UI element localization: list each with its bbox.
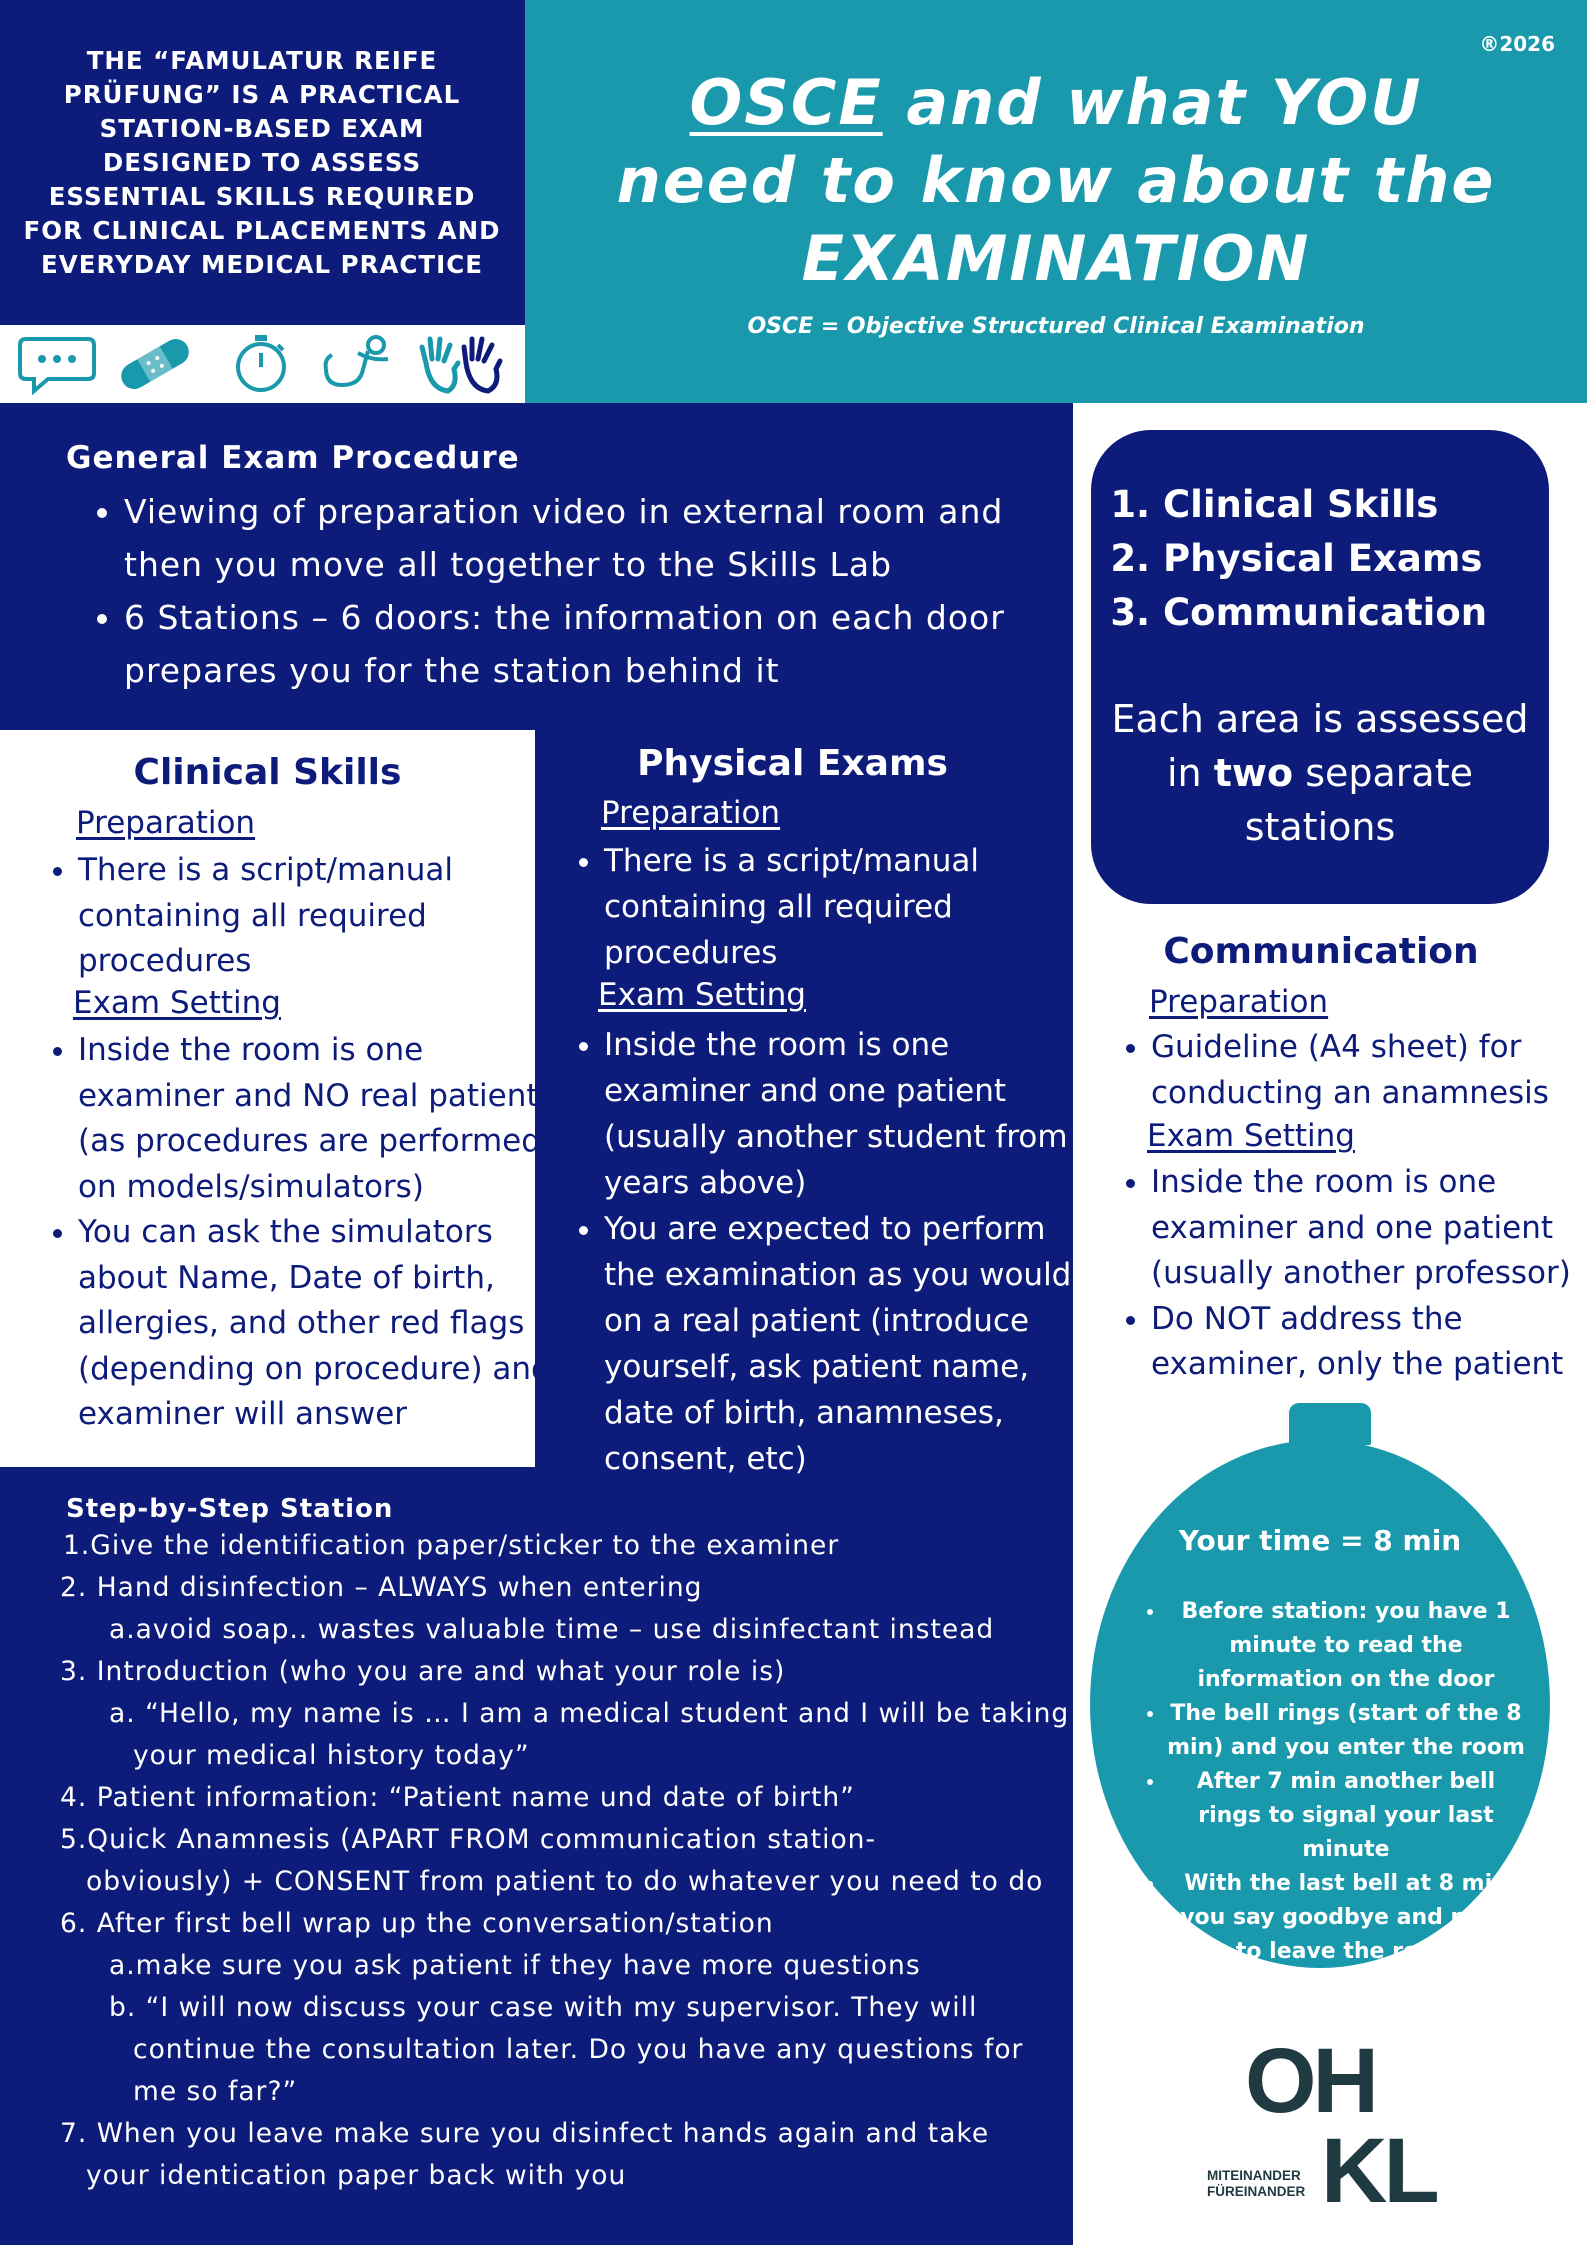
list-item: • With the last bell at 8 min you say goodbye and need to leave the room: [1166, 1867, 1526, 1969]
subtitle: OSCE = Objective Structured Clinical Examination: [747, 314, 1365, 339]
list-item: • Before station: you have 1 minute to read the information on the door: [1166, 1595, 1526, 1697]
logo-letters-top: OH: [1245, 2030, 1375, 2132]
title-part1: and what YOU: [882, 66, 1423, 139]
gloves-icon: [418, 333, 504, 395]
list-item: • The bell rings (start of the 8 min) and you enter the room: [1166, 1697, 1526, 1765]
list-item: • There is a script/manual containing all required procedures: [604, 838, 1084, 976]
logo-tagline-1: MITEINANDER: [1207, 2168, 1301, 2183]
communication-title: Communication: [1163, 931, 1479, 972]
step-line: 1.Give the identification paper/sticker to the examiner: [63, 1530, 840, 1561]
step-line: 3. Introduction (who you are and what your role is): [60, 1656, 786, 1687]
list-item: • Do NOT address the examiner, only the patient: [1151, 1297, 1587, 1388]
copyright-mark: ®2026: [1479, 32, 1555, 56]
areas-note-post: separate stations: [1244, 751, 1473, 849]
step-line: obviously) + CONSENT from patient to do whatever you need to do: [86, 1866, 1044, 1897]
list-item: • There is a script/manual containing all required procedures: [78, 848, 548, 985]
title-osce: OSCE: [689, 66, 883, 139]
bandage-icon: [112, 333, 198, 395]
areas-box: [1091, 430, 1549, 904]
physical-preparation-label: Preparation: [601, 795, 781, 831]
list-item: • Inside the room is one examiner and NO real patient (as procedures are performed on models/simulators): [78, 1028, 558, 1210]
list-item: • 6 Stations – 6 doors: the information on each door prepares you for the station behind it: [124, 591, 1044, 697]
step-line: 5.Quick Anamnesis (APART FROM communication station-: [60, 1824, 877, 1855]
clinical-exam-setting-label: Exam Setting: [73, 985, 281, 1021]
list-item: • Inside the room is one examiner and one patient (usually another professor): [1151, 1160, 1587, 1297]
step-by-step-title: Step-by-Step Station: [66, 1494, 394, 1524]
communication-preparation-label: Preparation: [1149, 984, 1329, 1020]
communication-preparation-list: [1121, 1025, 1587, 1116]
area-item: 2. Physical Exams: [1163, 532, 1487, 586]
step-line: your identication paper back with you: [86, 2160, 627, 2191]
timer-list: [1140, 1595, 1526, 1969]
stethoscope-icon: [318, 333, 404, 395]
area-item: 1. Clinical Skills: [1163, 478, 1487, 532]
step-line: 7. When you leave make sure you disinfect hands again and take: [60, 2118, 990, 2149]
intro-text: THE “FAMULATUR REIFE PRÜFUNG” IS A PRACTICAL STATION-BASED EXAM DESIGNED TO ASSESS ESSENTIAL SKILLS REQUIRED FOR CLINICAL PLACEMENTS AND EVERYDAY MEDICAL PRACTICE: [23, 46, 501, 279]
icon-strip: [0, 325, 525, 403]
timer-title: Your time = 8 min: [1178, 1524, 1462, 1557]
areas-note-pre: Each area is assessed in: [1111, 697, 1529, 795]
step-line: continue the consultation later. Do you have any questions for: [133, 2034, 1024, 2065]
procedure-title: General Exam Procedure: [66, 440, 520, 476]
chat-bubble-icon: [14, 333, 100, 395]
header: [525, 0, 1587, 403]
logo-tagline-2: FÜREINANDER: [1207, 2184, 1306, 2199]
list-item: • Viewing of preparation video in external room and then you move all together to the Skills Lab: [124, 485, 1044, 591]
step-line: b. “I will now discuss your case with my supervisor. They will: [109, 1992, 978, 2023]
step-line: 2. Hand disinfection – ALWAYS when entering: [60, 1572, 703, 1603]
list-item: • Inside the room is one examiner and one patient (usually another student from years above): [604, 1022, 1094, 1206]
communication-exam-setting-label: Exam Setting: [1147, 1118, 1355, 1154]
physical-exam-setting-list: [574, 1022, 1094, 1482]
physical-preparation-list: [574, 838, 1084, 976]
areas-note: [1091, 692, 1549, 854]
stopwatch-timer: [1090, 1440, 1550, 1968]
stopwatch-icon: [218, 333, 304, 395]
list-item: • You can ask the simulators about Name, Date of birth, allergies, and other red flags (depending on procedure) and examiner will answer: [78, 1210, 558, 1438]
step-line: a. “Hello, my name is … I am a medical student and I will be taking: [109, 1698, 1070, 1729]
step-line: a.avoid soap.. wastes valuable time – use disinfectant instead: [109, 1614, 995, 1645]
step-line: a.make sure you ask patient if they have more questions: [109, 1950, 921, 1981]
physical-exam-setting-label: Exam Setting: [598, 977, 806, 1013]
step-line: your medical history today”: [133, 1740, 530, 1771]
logo-letters-bottom: KL: [1321, 2120, 1436, 2210]
areas-note-bold: two: [1213, 751, 1294, 795]
physical-exams-title: Physical Exams: [637, 743, 948, 784]
step-line: 6. After first bell wrap up the conversation/station: [60, 1908, 774, 1939]
communication-exam-setting-list: [1121, 1160, 1587, 1388]
title-part3: EXAMINATION: [801, 222, 1311, 295]
areas-list: [1121, 478, 1487, 640]
clinical-preparation-list: [48, 848, 548, 985]
procedure-list: [92, 485, 1044, 697]
list-item: • Guideline (A4 sheet) for conducting an anamnesis: [1151, 1025, 1587, 1116]
clinical-exam-setting-list: [48, 1028, 558, 1438]
page-title: [525, 64, 1587, 298]
step-line: 4. Patient information: “Patient name und date of birth”: [60, 1782, 855, 1813]
ohkl-logo: [1203, 2030, 1448, 2210]
area-item: 3. Communication: [1163, 586, 1487, 640]
title-part2: need to know about the: [616, 144, 1496, 217]
step-line: me so far?”: [133, 2076, 298, 2107]
clinical-skills-title: Clinical Skills: [133, 752, 402, 793]
list-item: • After 7 min another bell rings to signal your last minute: [1166, 1765, 1526, 1867]
clinical-preparation-label: Preparation: [76, 805, 256, 841]
intro-box: [0, 0, 525, 325]
list-item: • You are expected to perform the examination as you would on a real patient (introduce yourself, ask patient name, date of birth, anamneses, consent, etc): [604, 1206, 1094, 1482]
